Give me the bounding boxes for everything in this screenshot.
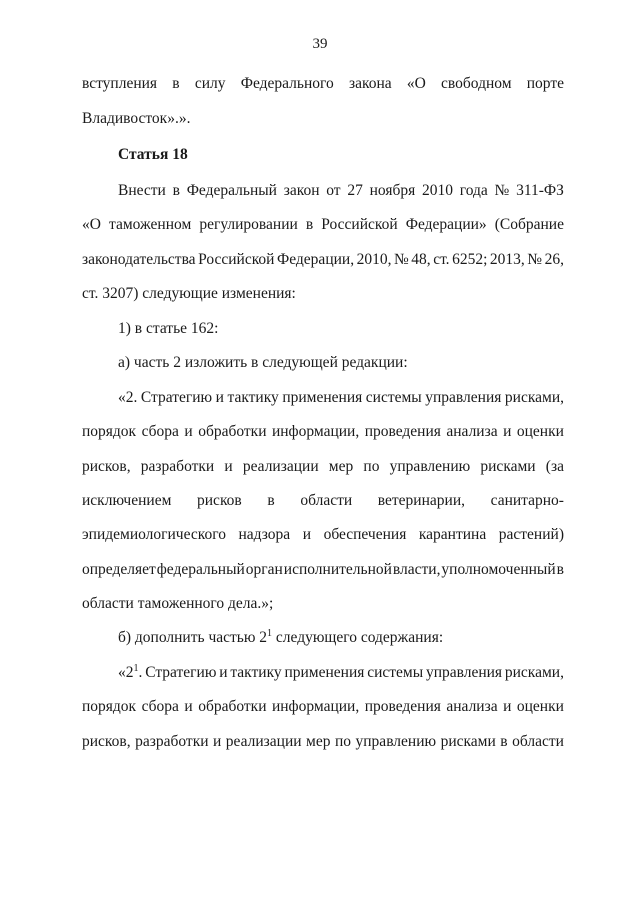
paragraph-line-1 [82, 74, 564, 94]
word: 27 [347, 182, 363, 199]
word: в [556, 561, 564, 578]
word: в [267, 492, 275, 509]
word: разработки [135, 733, 209, 750]
quote2-prefix: «2 [118, 664, 134, 681]
word: 26, [544, 251, 564, 268]
list-item-b-text: б) дополнить частью 2 [118, 629, 268, 646]
word: от [326, 182, 341, 199]
word: 311-ФЗ [516, 182, 564, 199]
word: таможенном [109, 216, 192, 233]
word: Стратегию [145, 664, 217, 681]
quote2-line-2 [82, 697, 564, 717]
word: информации, [271, 698, 360, 715]
word: (за [545, 458, 564, 475]
word: Стратегию [140, 389, 213, 406]
word: и [302, 526, 312, 543]
word: исключением [82, 492, 172, 509]
word: управления [425, 664, 503, 681]
word: рисками, [504, 664, 564, 681]
word: 2010 [421, 182, 453, 199]
word: управлению [355, 733, 437, 750]
word: Федерального [240, 75, 334, 92]
quote-line-4 [82, 491, 564, 511]
word: 48, [411, 251, 431, 268]
word: «О [406, 75, 426, 92]
word: проведения [364, 698, 441, 715]
word: мер [306, 733, 331, 750]
superscript: 1 [133, 662, 139, 674]
paragraph-line-4 [82, 215, 564, 235]
word: рисками, [504, 389, 564, 406]
word: обработки [198, 698, 267, 715]
word: порядок [82, 423, 137, 440]
word: законодательства [82, 251, 196, 268]
word: тактику [230, 664, 282, 681]
article-heading: Статья 18 [118, 146, 188, 163]
word: управления [425, 389, 502, 406]
word: Российской [321, 216, 398, 233]
word: оценки [516, 423, 564, 440]
word: области [300, 492, 353, 509]
word: тактику [227, 389, 279, 406]
word: области [512, 733, 564, 750]
word: и [503, 423, 512, 440]
list-item-1: 1) в статье 162: [118, 320, 219, 337]
word: применения [284, 664, 365, 681]
word: реализации [225, 733, 302, 750]
word: силу [194, 75, 226, 92]
word: № [494, 182, 510, 199]
word: определяет [82, 561, 156, 578]
paragraph-line-6: ст. 3207) следующие изменения: [82, 285, 296, 302]
word: рисков [197, 492, 242, 509]
word: растений) [498, 526, 564, 543]
word: анализа [446, 698, 498, 715]
word: «О [82, 216, 101, 233]
word: власти, [392, 561, 441, 578]
word: и [184, 423, 193, 440]
word: в [172, 75, 180, 92]
word: рисками [480, 458, 536, 475]
word: управлению [389, 458, 471, 475]
word: применения [282, 389, 363, 406]
word: карантина [418, 526, 487, 543]
word: обеспечения [323, 526, 407, 543]
word: по [334, 733, 352, 750]
word: системы [365, 389, 422, 406]
word: мер [328, 458, 354, 475]
word: Российской [198, 251, 275, 268]
word: ст. [433, 251, 450, 268]
word: рисков, [82, 458, 131, 475]
word: в [500, 733, 508, 750]
word: порядок [82, 698, 137, 715]
word: уполномоченный [441, 561, 556, 578]
word: надзора [238, 526, 291, 543]
list-item-b-text-end: следующего содержания: [275, 629, 444, 646]
word: эпидемиологического [82, 526, 226, 543]
word: анализа [446, 423, 498, 440]
word: обработки [198, 423, 267, 440]
word: рисками [440, 733, 496, 750]
word: и [213, 733, 222, 750]
word: 2010, [356, 251, 392, 268]
word: Федерации, [277, 251, 355, 268]
word: вступления [82, 75, 158, 92]
word: (Собрание [494, 216, 564, 233]
list-item-b [118, 628, 564, 648]
quote-line-1 [118, 388, 564, 408]
word: по [363, 458, 380, 475]
word: Внести [118, 182, 166, 199]
quote-line-2 [82, 422, 564, 442]
word: и [503, 698, 512, 715]
quote2-line-3 [82, 732, 564, 752]
word: регулировании [199, 216, 298, 233]
word: «2. [118, 389, 138, 406]
word: № [393, 251, 409, 268]
word: ветеринарии, [377, 492, 465, 509]
word: орган [245, 561, 283, 578]
word: рисков, [82, 733, 131, 750]
word: и [224, 458, 233, 475]
word: № [527, 251, 543, 268]
word: санитарно- [490, 492, 564, 509]
page-number: 39 [312, 36, 328, 52]
word: закона [348, 75, 392, 92]
word: исполнительной [283, 561, 392, 578]
quote-line-6 [82, 560, 564, 580]
superscript: 1 [267, 627, 273, 639]
word: и [219, 664, 228, 681]
word: ноября [369, 182, 416, 199]
quote-line-7: области таможенного дела.»; [82, 595, 274, 612]
word: проведения [364, 423, 441, 440]
word: закон [283, 182, 320, 199]
word: сбора [141, 423, 179, 440]
word: Федеральный [186, 182, 277, 199]
quote2-line-1 [118, 663, 564, 683]
word: сбора [141, 698, 179, 715]
word: Федерации» [405, 216, 487, 233]
word: в [305, 216, 314, 233]
word: системы [367, 664, 424, 681]
quote-line-5 [82, 525, 564, 545]
word: разработки [140, 458, 215, 475]
word: свободном [441, 75, 512, 92]
list-item-a: а) часть 2 изложить в следующей редакции: [118, 354, 408, 371]
word: года [459, 182, 488, 199]
word: и [184, 698, 193, 715]
word: 2013, [489, 251, 525, 268]
word: в [172, 182, 180, 199]
quote-line-3 [82, 457, 564, 477]
paragraph-line-5 [82, 250, 564, 270]
quote2-rest-first: . [138, 664, 143, 681]
word: оценки [516, 698, 564, 715]
word: реализации [242, 458, 319, 475]
word: 6252; [452, 251, 488, 268]
word: порте [526, 75, 564, 92]
word: федеральный [156, 561, 245, 578]
paragraph-line-2: Владивосток».». [82, 110, 191, 127]
paragraph-line-3 [118, 181, 564, 201]
word: информации, [271, 423, 360, 440]
word: и [215, 389, 224, 406]
